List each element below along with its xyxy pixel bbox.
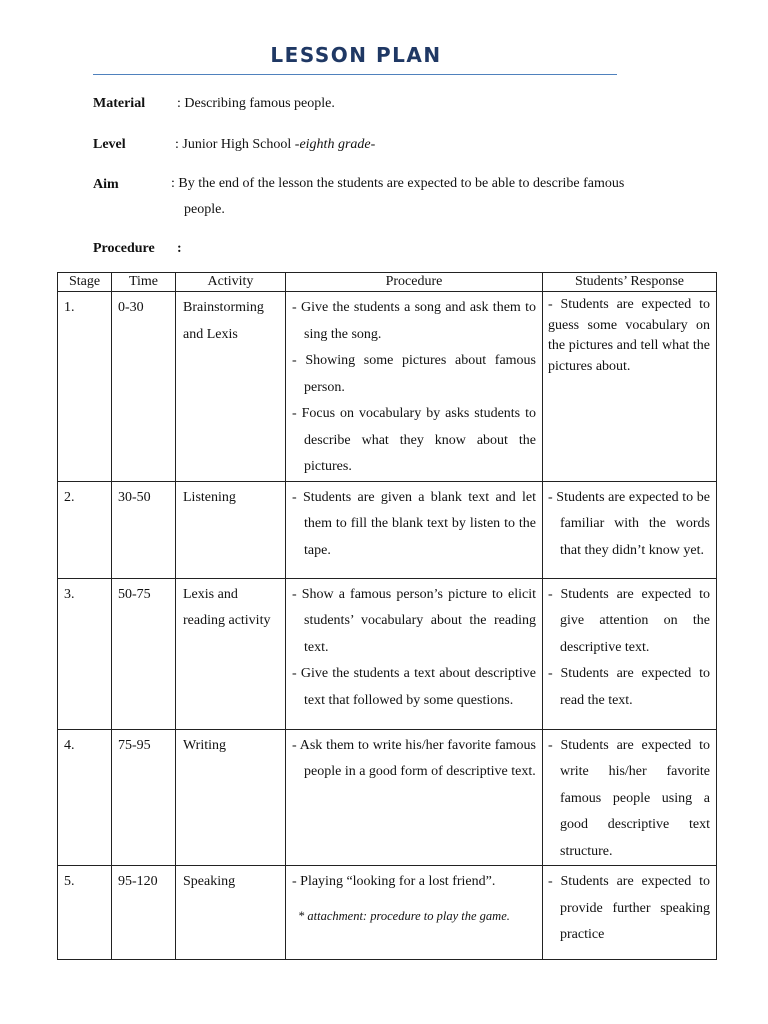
level-value-italic: eighth grade- — [299, 137, 376, 152]
time-range: 0-30 — [118, 300, 144, 315]
activity-cell — [176, 292, 286, 482]
activity-cell — [176, 578, 286, 729]
procedure-item: - Students are given a blank text and let them to fill the blank text by listen to the tape. — [292, 489, 536, 558]
stage-number: 5. — [64, 874, 75, 889]
procedure-item: - Ask them to write his/her favorite famous people in a good form of descriptive text. — [292, 737, 536, 779]
aim-value-line1: : By the end of the lesson the students are expected to be able to describe famous — [171, 176, 625, 191]
level-label: Level — [93, 137, 126, 152]
stage-cell — [58, 866, 112, 960]
table-row — [58, 866, 717, 960]
procedure-label: Procedure — [93, 241, 155, 256]
response-item: - Students are expected to be familiar with the words that they didn’t know yet. — [548, 489, 710, 558]
activity-name: Lexis and reading activity — [183, 586, 271, 628]
activity-name: Writing — [183, 737, 226, 753]
table-row — [58, 292, 717, 482]
procedure-item: - Focus on vocabulary by asks students to describe what they know about the pictures. — [292, 406, 536, 474]
stage-number: 4. — [64, 737, 75, 753]
stage-number: 1. — [64, 300, 75, 315]
stage-cell — [58, 729, 112, 866]
attachment-note: * attachment: procedure to play the game. — [298, 908, 510, 923]
stage-cell — [58, 578, 112, 729]
time-range: 50-75 — [118, 586, 151, 602]
activity-cell — [176, 729, 286, 866]
response-cell — [543, 292, 717, 482]
time-cell — [112, 578, 176, 729]
level-value — [175, 132, 375, 158]
time-cell — [112, 729, 176, 866]
activity-cell — [176, 481, 286, 578]
procedure-colon: : — [177, 241, 182, 256]
response-item: - Students are expected to write his/her favorite famous people using a good descriptive text structure. — [548, 737, 710, 859]
title-underline — [93, 74, 617, 75]
aim-label: Aim — [93, 177, 119, 192]
page-title: LESSON PLAN — [270, 43, 442, 67]
procedure-cell — [286, 292, 543, 482]
procedure-item: - Show a famous person’s picture to elicit students’ vocabulary about the reading text. — [292, 586, 536, 655]
response-item: - Students are expected to give attention on the descriptive text. — [548, 586, 710, 655]
material-value: : Describing famous people. — [177, 96, 335, 111]
procedure-cell — [286, 578, 543, 729]
procedure-cell — [286, 729, 543, 866]
response-cell — [543, 578, 717, 729]
stage-cell — [58, 292, 112, 482]
level-value-text: : Junior High School - — [175, 137, 300, 152]
time-cell — [112, 481, 176, 578]
material-label: Material — [93, 96, 146, 111]
activity-cell — [176, 866, 286, 960]
header-procedure: Procedure — [286, 273, 543, 292]
header-response: Students’ Response — [543, 273, 717, 292]
procedure-item: - Playing “looking for a lost friend”. — [292, 874, 496, 889]
time-cell — [112, 292, 176, 482]
response-item: - Students are expected to provide further speaking practice — [548, 874, 710, 942]
response-cell — [543, 866, 717, 960]
table-row — [58, 578, 717, 729]
header-time: Time — [112, 273, 176, 292]
time-range: 75-95 — [118, 737, 151, 753]
stage-cell — [58, 481, 112, 578]
table-header-row — [58, 273, 717, 292]
procedure-item: - Showing some pictures about famous person. — [292, 353, 536, 395]
response-cell — [543, 729, 717, 866]
aim-value-line2: people. — [184, 202, 225, 217]
time-range: 95-120 — [118, 874, 158, 889]
procedure-item: - Give the students a song and ask them to sing the song. — [292, 300, 536, 342]
activity-name: Speaking — [183, 874, 236, 889]
header-stage: Stage — [58, 273, 112, 292]
header-activity: Activity — [176, 273, 286, 292]
lesson-plan-table — [57, 272, 717, 960]
table-row — [58, 481, 717, 578]
activity-name: Brainstorming and Lexis — [183, 300, 264, 342]
stage-number: 3. — [64, 586, 75, 602]
stage-number: 2. — [64, 489, 75, 505]
response-cell — [543, 481, 717, 578]
procedure-cell — [286, 481, 543, 578]
time-range: 30-50 — [118, 489, 151, 505]
activity-name: Listening — [183, 489, 236, 505]
response-item: - Students are expected to guess some vocabulary on the pictures and tell what the pictures about. — [548, 297, 710, 374]
procedure-item: - Give the students a text about descriptive text that followed by some questions. — [292, 666, 536, 708]
response-item: - Students are expected to read the text. — [548, 666, 710, 708]
procedure-cell — [286, 866, 543, 960]
time-cell — [112, 866, 176, 960]
table-row — [58, 729, 717, 866]
